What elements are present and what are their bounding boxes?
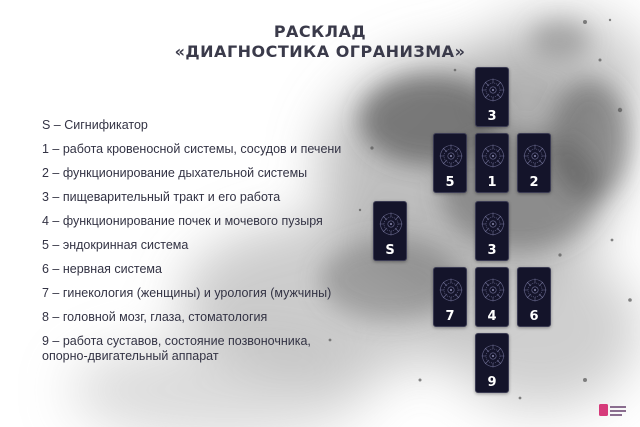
tarot-card[interactable] (373, 201, 407, 261)
card-number: 6 (529, 309, 539, 324)
legend-item-1: 1 – работа кровеносной системы, сосудов и печени (42, 142, 342, 156)
title-line-1: РАСКЛАД (273, 22, 367, 41)
title-line-2: «ДИАГНОСТИКА ОГРАНИЗМА» (174, 42, 466, 61)
card-number: 3 (487, 243, 497, 258)
tarot-card[interactable] (475, 333, 509, 393)
page-title (0, 22, 640, 62)
card-number: 5 (445, 175, 455, 190)
tarot-card[interactable] (475, 201, 509, 261)
card-number: 9 (487, 375, 497, 390)
legend-item-6: 6 – нервная система (42, 262, 162, 276)
card-number: S (385, 243, 395, 258)
tarot-card[interactable] (433, 267, 467, 327)
brand-logo-icon (598, 402, 628, 420)
card-number: 4 (487, 309, 497, 324)
tarot-card[interactable] (517, 133, 551, 193)
legend-item-2: 2 – функционирование дыхательной системы (42, 166, 308, 180)
card-number: 1 (487, 175, 497, 190)
tarot-card[interactable] (475, 267, 509, 327)
legend-item-9: 9 – работа суставов, состояние позвоночника, (42, 334, 311, 348)
tarot-card[interactable] (433, 133, 467, 193)
legend-item-4: 4 – функционирование почек и мочевого пузыря (42, 214, 323, 228)
legend-item-s: S – Сигнификатор (42, 118, 148, 132)
tarot-card[interactable] (475, 67, 509, 127)
card-number: 7 (445, 309, 455, 324)
legend-item-7: 7 – гинекология (женщины) и урология (мужчины) (42, 286, 332, 300)
card-number: 3 (487, 109, 497, 124)
tarot-card[interactable] (475, 133, 509, 193)
legend-item-8: 8 – головной мозг, глаза, стоматология (42, 310, 268, 324)
legend-item-5: 5 – эндокринная система (42, 238, 189, 252)
legend-item-3: 3 – пищеварительный тракт и его работа (42, 190, 281, 204)
tarot-card[interactable] (517, 267, 551, 327)
card-number: 2 (529, 175, 539, 190)
legend-item-9-continued: опорно-двигательный аппарат (42, 349, 219, 363)
